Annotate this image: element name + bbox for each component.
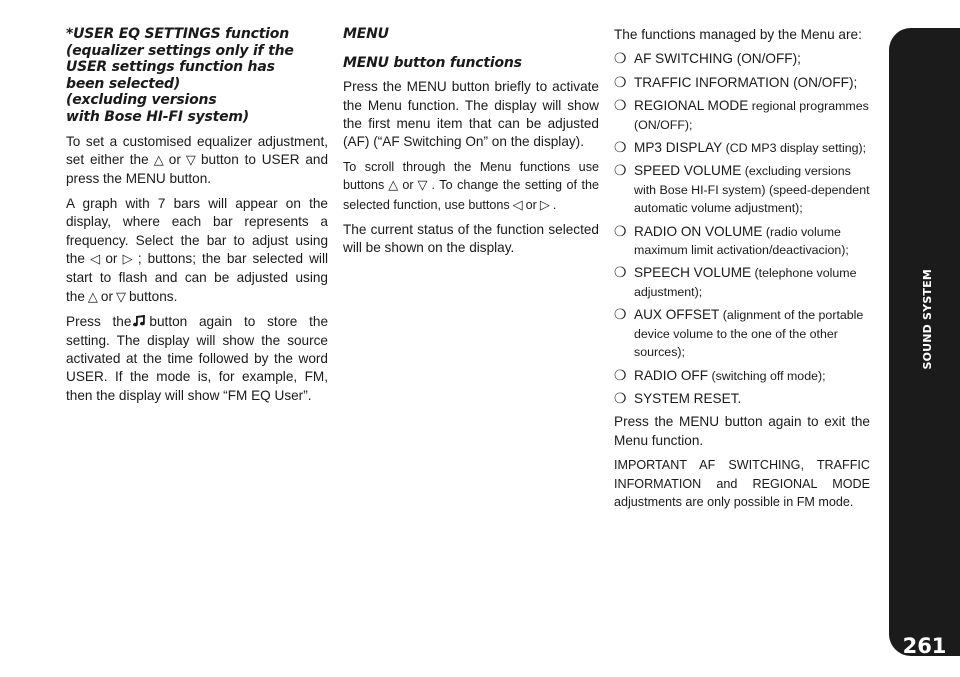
down-triangle-icon: ▽	[116, 289, 126, 305]
section-heading-menu: MENU	[343, 26, 389, 42]
list-item	[614, 74, 870, 92]
list-item	[614, 367, 870, 385]
text: ; buttons; the bar selected will start to flash and can be adjusted using the	[66, 251, 328, 304]
music-note-icon	[133, 315, 147, 327]
text: To scroll through the Menu functions use buttons	[343, 159, 599, 193]
paragraph-user-eq-3	[66, 313, 328, 405]
left-triangle-icon: ◁	[512, 197, 523, 213]
paragraph-menu-2	[343, 158, 599, 215]
item-sub: (CD MP3 display setting);	[722, 141, 867, 156]
text: .	[552, 197, 557, 212]
item-sub: (excluding versions with Bose HI-FI system) (speed-dependent automatic volume adjustment);	[634, 164, 870, 216]
heading-line: with Bose HI-FI system)	[66, 108, 250, 125]
text: button to USER and press the MENU button.	[66, 151, 329, 187]
bullet-icon: ❍	[614, 223, 627, 240]
item-main: REGIONAL MODE	[634, 98, 749, 114]
list-item	[614, 97, 870, 134]
item-main: RADIO OFF	[634, 367, 709, 383]
column-menu	[343, 26, 599, 264]
bullet-icon: ❍	[614, 51, 627, 68]
item-main: SPEED VOLUME	[634, 163, 742, 179]
item-main: SYSTEM RESET.	[634, 390, 742, 406]
text: Press the	[66, 314, 132, 330]
heading-line: (excluding versions	[66, 92, 217, 109]
down-triangle-icon: ▽	[183, 152, 198, 168]
paragraph-exit-menu: Press the MENU button again to exit the Menu function.	[614, 414, 870, 448]
section-side-tab	[889, 28, 960, 656]
functions-intro: The functions managed by the Menu are:	[614, 27, 862, 42]
side-tab-label	[897, 254, 957, 384]
left-triangle-icon: ◁	[87, 252, 103, 267]
bullet-icon: ❍	[614, 163, 627, 180]
list-item	[614, 223, 870, 260]
page-number: 261	[902, 634, 947, 658]
item-sub: regional programmes (ON/OFF);	[634, 99, 869, 132]
heading-line: *USER EQ SETTINGS function	[66, 26, 289, 42]
heading-line: (equalizer settings only if the	[66, 42, 294, 59]
functions-list	[614, 50, 870, 408]
paragraph-menu-3: The current status of the function selected will be shown on the display.	[343, 222, 599, 256]
item-main: AF SWITCHING (ON/OFF);	[634, 51, 801, 67]
paragraph-user-eq-1	[66, 133, 328, 189]
item-sub: (radio volume maximum limit activation/deactivacion);	[634, 224, 849, 258]
text: or	[402, 178, 414, 193]
text: buttons.	[129, 288, 178, 304]
right-triangle-icon: ▷	[120, 252, 135, 267]
item-sub: (alignment of the portable device volume to the one of the other sources);	[634, 308, 864, 360]
bullet-icon: ❍	[614, 390, 627, 407]
text: button again to store the setting. The display will show the source activated at the time followed by the word USER. If the mode is, for example, FM, then the display will show “FM EQ User”.	[66, 314, 329, 403]
list-item	[614, 139, 870, 157]
list-item	[614, 390, 870, 408]
item-main: AUX OFFSET	[634, 307, 720, 323]
text: or	[168, 151, 181, 167]
list-item	[614, 264, 870, 301]
paragraph-menu-1: Press the MENU button briefly to activate the Menu function. The display will show the first menu item that can be adjusted (AF) (“AF Switching On” on the display).	[343, 79, 599, 150]
item-main: RADIO ON VOLUME	[634, 223, 763, 239]
right-triangle-icon: ▷	[539, 197, 550, 213]
item-sub: (switching off mode);	[708, 368, 826, 383]
paragraph-user-eq-2	[66, 195, 328, 307]
bullet-icon: ❍	[614, 265, 627, 282]
subheading-menu-button-functions: MENU button functions	[343, 54, 522, 71]
text: To set a customised equalizer adjustment, set either the	[66, 133, 328, 167]
up-triangle-icon: △	[387, 178, 400, 194]
up-triangle-icon: △	[151, 152, 166, 168]
bullet-icon: ❍	[614, 367, 627, 384]
up-triangle-icon: △	[87, 289, 98, 305]
item-main: TRAFFIC INFORMATION (ON/OFF);	[634, 74, 858, 90]
side-tab-label-text: SOUND SYSTEM	[920, 268, 934, 370]
text: or	[100, 288, 113, 304]
bullet-icon: ❍	[614, 307, 627, 324]
item-main: SPEECH VOLUME	[634, 265, 752, 281]
section-heading-user-eq	[66, 26, 328, 126]
text: or	[105, 251, 118, 266]
item-main: MP3 DISPLAY	[634, 140, 723, 156]
bullet-icon: ❍	[614, 98, 627, 115]
paragraph-important: IMPORTANT AF SWITCHING, TRAFFIC INFORMATION and REGIONAL MODE adjustments are only possible in FM mode.	[614, 458, 870, 509]
column-menu-functions	[614, 26, 870, 517]
bullet-icon: ❍	[614, 74, 627, 91]
heading-line: USER settings function has	[66, 59, 275, 76]
list-item	[614, 306, 870, 361]
text: or	[525, 197, 537, 212]
column-user-eq	[66, 26, 328, 411]
text: A graph with 7 bars will appear on the display, where each bar represents a frequency. Select the bar to adjust using the	[66, 195, 328, 266]
heading-line: been selected)	[66, 75, 181, 92]
bullet-icon: ❍	[614, 140, 627, 157]
text: . To change the setting of the selected function, use buttons	[343, 178, 600, 212]
list-item	[614, 162, 870, 217]
item-sub: (telephone volume adjustment);	[634, 266, 857, 299]
down-triangle-icon: ▽	[416, 178, 429, 194]
list-item	[614, 50, 870, 68]
